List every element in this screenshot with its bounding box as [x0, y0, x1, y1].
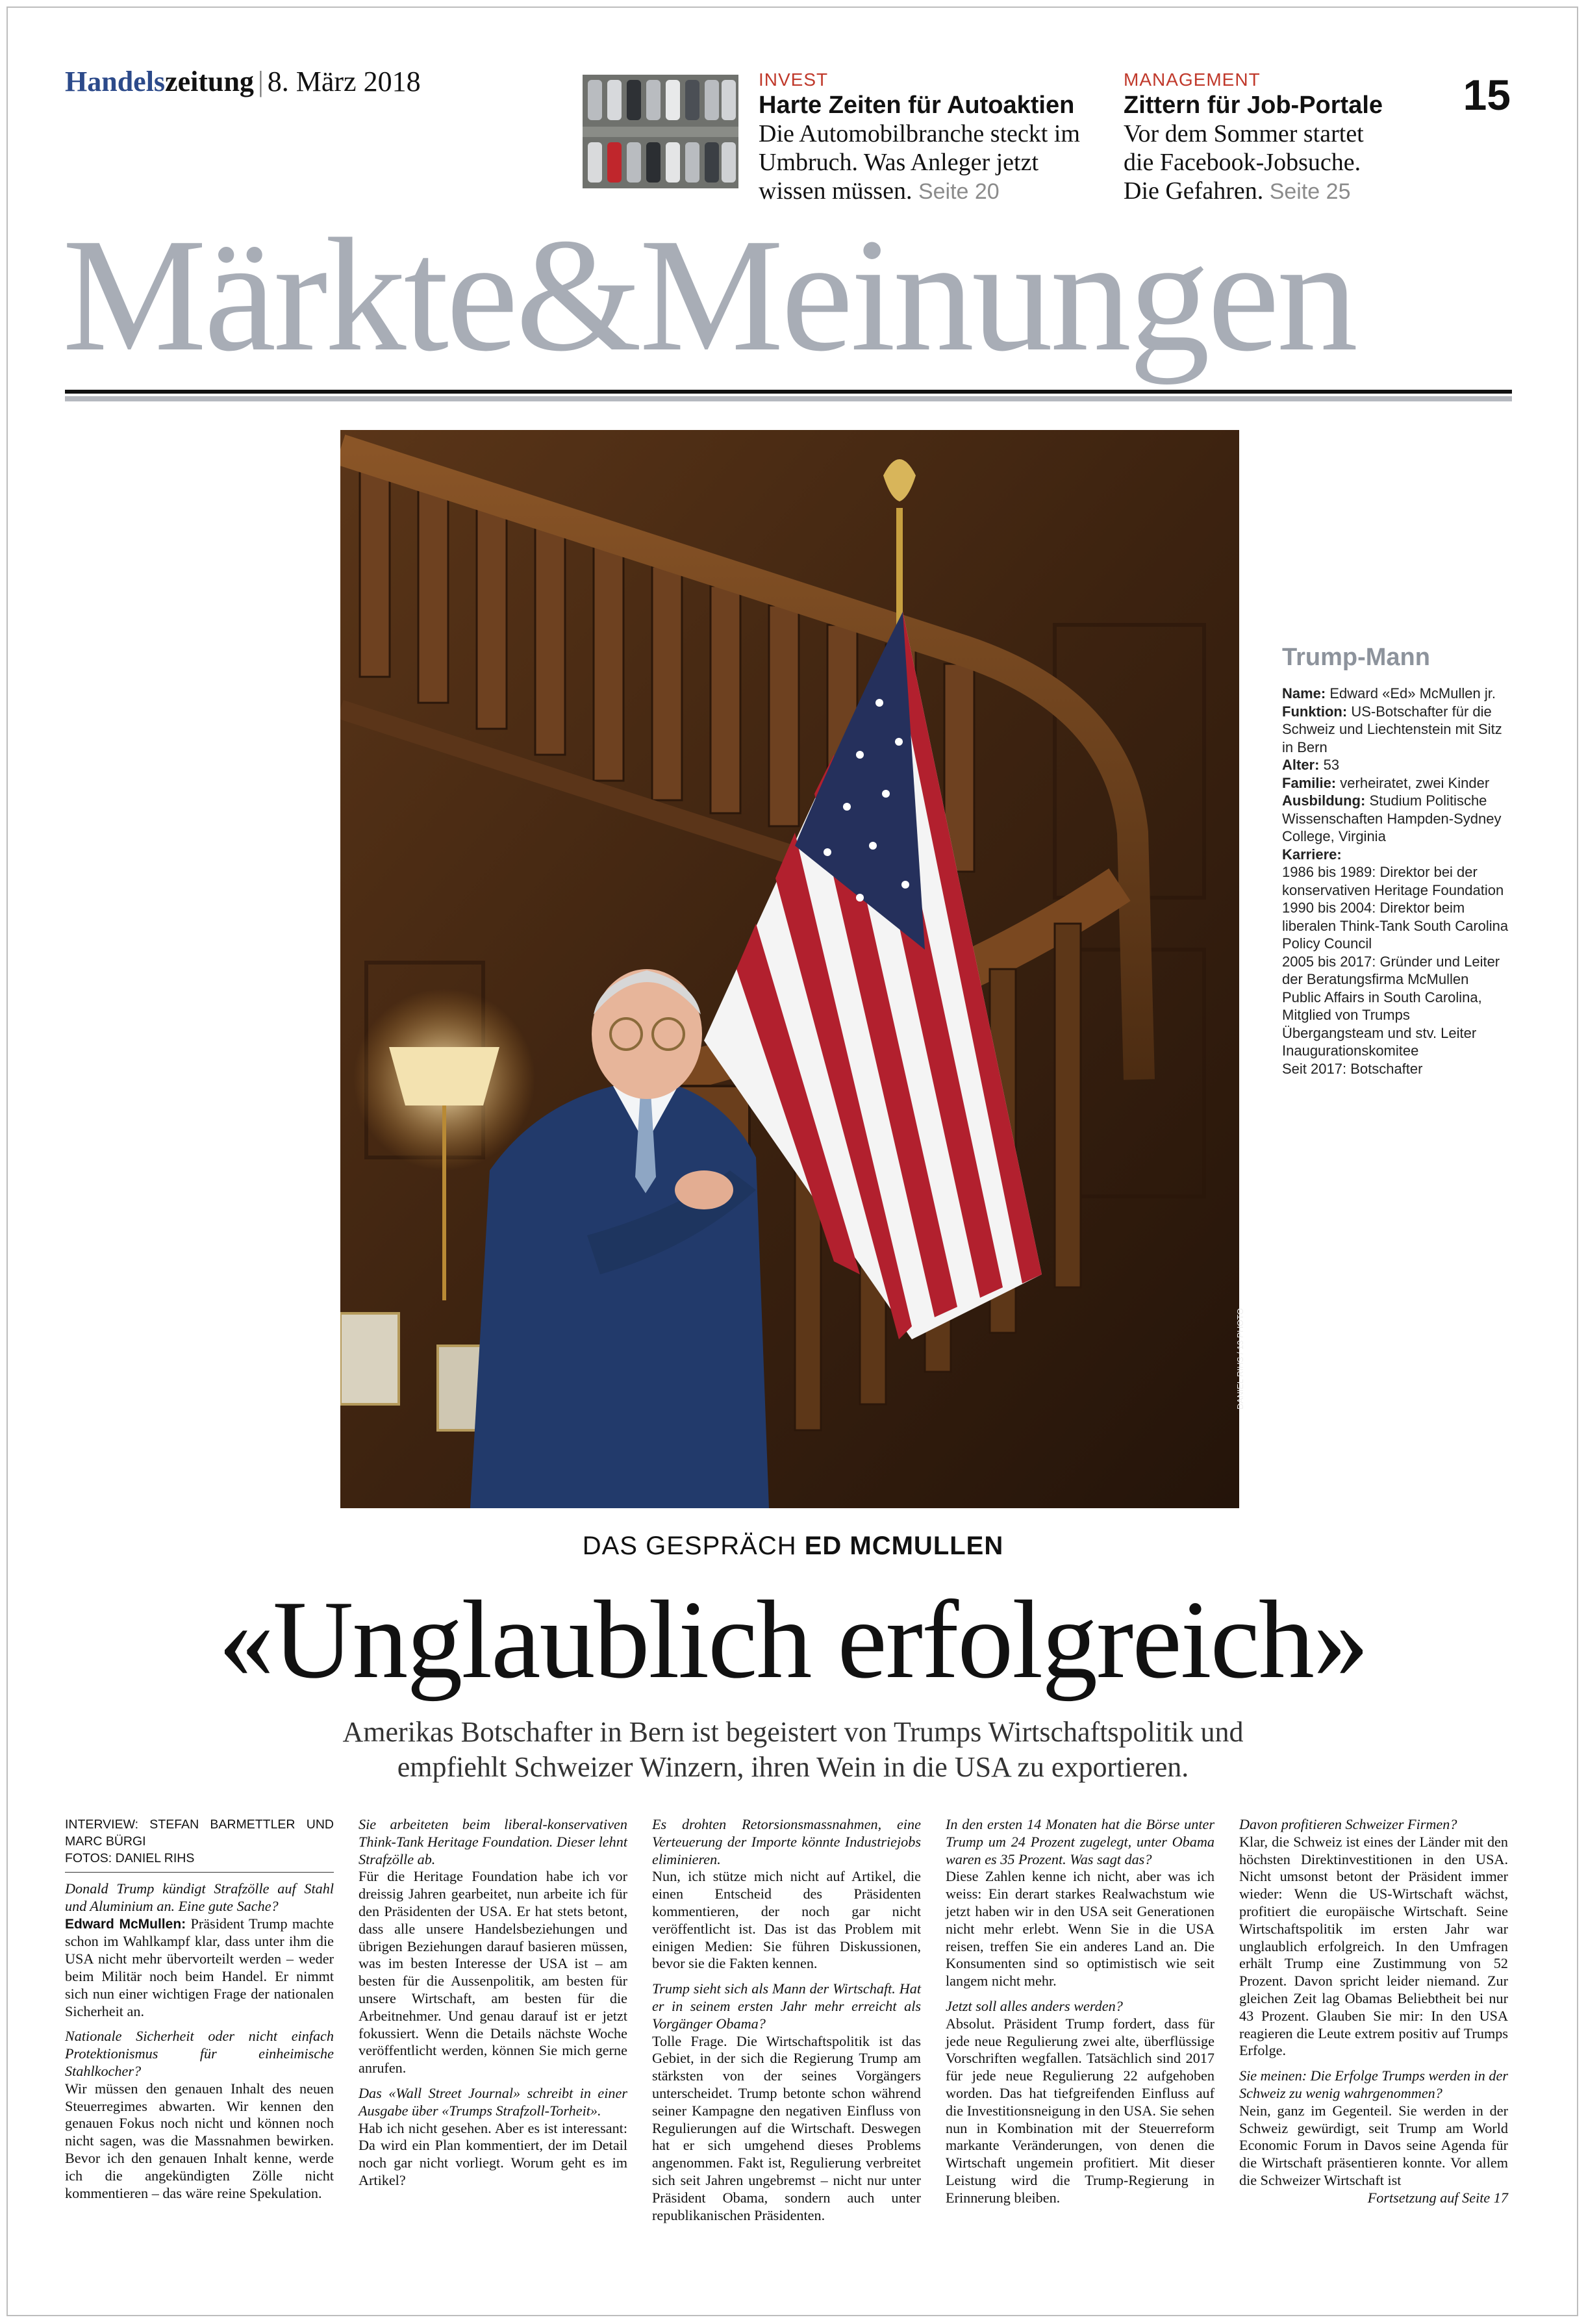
section-rule-grey [65, 396, 1512, 401]
teaser-thumbnail-cars[interactable] [583, 75, 738, 188]
article-column-2 [359, 1816, 627, 2190]
teaser-kicker: INVEST [759, 69, 829, 90]
interview-answer: Absolut. Präsident Trump fordert, dass für jede neue Regulierung zwei alte, überflüssige Vorschriften wegfallen. Tatsächlich sind 2017 für jede neue Regulierung 22 aufgehoben worden. Das hat tiefgreifenden Einfluss auf die Investitionsneigung in den USA. Sie sehen nun in Kombination mit der Steuerreform markante Veränderungen, von denen die Wirtschaft ungemein profitiert. Mit dieser Leistung wird die Trump-Regierung in Erinnerung bleiben. [946, 2015, 1215, 2206]
portrait-illustration [340, 430, 1239, 1508]
factbox-row-education [1282, 792, 1509, 846]
interview-answer [65, 1915, 334, 2021]
interview-answer: Tolle Frage. Die Wirtschaftspolitik ist das Gebiet, in der sich die Regierung Trump am stärksten von der seines Vorgängers unterscheidet. Trump betonte schon während seiner Kampagne den negativen Einfluss von Regulierungen auf die Wirtschaft. Deswegen hat er sich umgehend dieses Problems angenommen. Fakt ist, Regulierung verbreitet sich seit Jahren ungebremst – nicht nur unter Präsident Obama, sondern auch unter republikanischen Präsidenten. [652, 2032, 921, 2223]
section-rule [65, 390, 1512, 394]
interview-question: Es drohten Retorsionsmassnahmen, eine Verteuerung der Importe könnte Industriejobs eliminieren. [652, 1816, 921, 1867]
interview-question: Davon profitieren Schweizer Firmen? [1239, 1816, 1457, 1832]
byline [65, 1816, 334, 1873]
interview-question: Sie meinen: Die Erfolge Trumps werden in der Schweiz zu wenig wahrgenommen? [1239, 2067, 1508, 2101]
interview-answer: Diese Zahlen kenne ich nicht, aber was ich weiss: Ein derart starkes Realwachstum wie jetzt haben wir in den USA seit Generationen nicht mehr erlebt. Wenn Sie in die USA reisen, treffen Sie ein anderes Land an. Die Konsumenten sind so optimistisch wie seit langem nicht mehr. [946, 1868, 1215, 1989]
factbox-value: verheiratet, zwei Kinder [1340, 774, 1490, 791]
continuation-link[interactable]: Fortsetzung auf Seite 17 [1367, 2189, 1508, 2206]
deck-line: empfiehlt Schweizer Winzern, ihren Wein in die USA zu exportieren. [397, 1751, 1189, 1783]
factbox-value: Studium Politische Wissenschaften Hampden-Sydney College, Virginia [1282, 792, 1502, 844]
teaser-headline[interactable]: Harte Zeiten für Autoaktien [759, 92, 1075, 119]
interview-answer: Nein, ganz im Gegenteil. Sie werden in der Schweiz gewürdigt, seit Trump am World Economic Forum in Davos seine Agenda für die Wirtschaft präsentieren konnte. Vor allem die Schweizer Wirtschaft ist [1239, 2102, 1508, 2188]
factbox-value: Edward «Ed» McMullen jr. [1329, 685, 1496, 701]
kicker-label: DAS GESPRÄCH [582, 1532, 797, 1560]
factbox-label: Alter: [1282, 757, 1320, 773]
interview-answer: Klar, die Schweiz ist eines der Länder mit den höchsten Direktinvestitionen in den USA. Nicht umsonst betont der Präsident immer wieder: Wenn die US-Wirtschaft wächst, profitiert die europäische Wirtschaft. Seine Wirtschaftspolitik im ersten Jahr war unglaublich erfolgreich. In den Umfragen erhält Trump eine Zustimmung von 52 Prozent. Davon spricht leider niemand. Zur gleichen Zeit lag Obamas Beliebtheit bei nur 43 Prozent. Glauben Sie mir: In den USA reagieren die Leute extrem positiv auf Trumps Erfolge. [1239, 1833, 1508, 2059]
career-entry: 2005 bis 2017: Gründer und Leiter der Beratungsfirma McMullen Public Affairs in South Carolina, Mitglied von Trumps Übergangsteam und stv. Leiter Inaugurationskomitee [1282, 953, 1500, 1059]
interview-answer: Nun, ich stütze mich nicht auf Artikel, die einen Entscheid des Präsidenten kommentieren, der noch gar nicht veröffentlicht ist. Das ist das Problem mit einigen Medien: Sie führen Diskussionen, bevor sie die Fakten kennen. [652, 1868, 921, 1972]
deck-line: Amerikas Botschafter in Bern ist begeistert von Trumps Wirtschaftspolitik und [342, 1716, 1244, 1748]
photo-credit: DANIEL RIHS / 13 PHOTO [1235, 1307, 1245, 1409]
career-entry: 1986 bis 1989: Direktor bei der konservativen Heritage Foundation [1282, 864, 1504, 898]
factbox-trump-mann [1282, 643, 1509, 1078]
teaser-kicker: MANAGEMENT [1124, 69, 1261, 90]
factbox-row-function [1282, 703, 1509, 757]
interview-question: Sie arbeiteten beim liberal-konservativen Think-Tank Heritage Foundation. Dieser lehnt Strafzölle ab. [359, 1816, 627, 1867]
factbox-row-name [1282, 685, 1509, 703]
article-column-5 [1239, 1816, 1508, 2207]
ambassador-portrait-photo [340, 430, 1239, 1508]
factbox-value: US-Botschafter für die Schweiz und Liechtenstein mit Sitz in Bern [1282, 703, 1502, 755]
masthead [65, 65, 421, 98]
kicker-person: ED MCMULLEN [804, 1532, 1004, 1560]
teaser-text: Die Automobilbranche steckt im Umbruch. Was Anleger jetzt wissen müssen. [759, 120, 1080, 205]
interview-answer: Hab ich nicht gesehen. Aber es ist interessant: Da wird ein Plan kommentiert, der im Detail noch gar nicht vorliegt. Worum geht es im Artikel? [359, 2119, 627, 2188]
interview-answer: Wir müssen den genauen Inhalt des neuen Steuerregimes abwarten. Wir kennen den genauen Fokus noch nicht und können noch nicht sagen, was die Massnahmen bewirken. Bevor ich den genauen Inhalt kenne, werde ich die angekündigten Zölle nicht kommentieren – das wäre reine Spekulation. [65, 2080, 334, 2201]
teaser-page-ref[interactable]: Seite 25 [1269, 179, 1351, 204]
teaser-management[interactable] [1124, 69, 1383, 206]
interview-answer: Für die Heritage Foundation habe ich vor dreissig Jahren gearbeitet, nun arbeite ich für den Präsidenten der USA. Er hat stets betont, dass alle unsere Handelsbeziehungen und übrigen Beziehungen darauf basieren müssen, was im besten Interesse der USA ist – am besten für die Aussenpolitik, am besten für unsere Wirtschaft, am besten für die Arbeitnehmer. Und genau darauf ist er jetzt fokussiert. Wenn die Details nächste Woche veröffentlicht werden, können Sie mich gerne anrufen. [359, 1868, 627, 2077]
article-deck [0, 1715, 1586, 1785]
career-entry: 1990 bis 2004: Direktor beim liberalen Think-Tank South Carolina Policy Council [1282, 900, 1509, 952]
article-headline: «Unglaublich erfolgreich» [218, 1578, 1368, 1702]
answer-text: Präsident Trump machte schon im Wahlkampf klar, dass unter ihm die USA nicht mehr übervorteilt werden – weder beim Militär noch beim Handel. Er nimmt sich nun einer wichtigen Frage der nationalen Sicherheit an. [65, 1915, 334, 2019]
interview-question: Donald Trump kündigt Strafzölle auf Stahl und Aluminium an. Eine gute Sache? [65, 1880, 334, 1914]
factbox-row-family [1282, 774, 1509, 792]
factbox-row-career [1282, 846, 1509, 864]
article-kicker [0, 1532, 1586, 1561]
article-column-1 [65, 1816, 334, 2202]
factbox-row-age [1282, 756, 1509, 774]
factbox-label: Karriere: [1282, 846, 1342, 863]
page-number: 15 [1463, 71, 1511, 119]
factbox-value: 53 [1323, 757, 1340, 773]
article-column-3 [652, 1816, 921, 2224]
byline-authors: INTERVIEW: STEFAN BARMETTLER UND MARC BÜRGI [65, 1817, 334, 1849]
byline-photos: FOTOS: DANIEL RIHS [65, 1851, 195, 1865]
interview-question: Das «Wall Street Journal» schreibt in einer Ausgabe über «Trumps Strafzoll-Torheit». [359, 2084, 627, 2119]
factbox-label: Familie: [1282, 774, 1337, 791]
masthead-separator: | [257, 66, 264, 97]
interview-question: Jetzt soll alles anders werden? [946, 1997, 1123, 2014]
brand-name-part-1: Handels [65, 66, 166, 97]
issue-date: 8. März 2018 [267, 66, 421, 97]
teaser-invest[interactable] [759, 69, 1096, 206]
factbox-title: Trump-Mann [1282, 644, 1430, 671]
article-column-4 [946, 1816, 1215, 2207]
factbox-label: Ausbildung: [1282, 792, 1366, 809]
teaser-text: Vor dem Sommer startet die Facebook-Jobsuche. Die Gefahren. [1124, 120, 1364, 205]
interview-question: Nationale Sicherheit oder nicht einfach Protektionismus für einheimische Stahlkocher? [65, 2028, 334, 2079]
interview-question: In den ersten 14 Monaten hat die Börse unter Trump um 24 Prozent zugelegt, unter Obama waren es 35 Prozent. Was sagt das? [946, 1816, 1215, 1867]
speaker-name: Edward McMullen: [65, 1916, 186, 1932]
interview-question: Trump sieht sich als Mann der Wirtschaft. Hat er in seinem ersten Jahr mehr erreicht als Vorgänger Obama? [652, 1980, 921, 2032]
parked-cars-illustration [583, 75, 738, 188]
section-title: Märkte&Meinungen [62, 205, 1356, 385]
teaser-headline[interactable]: Zittern für Job-Portale [1124, 92, 1383, 119]
brand-name-part-2: zeitung [165, 66, 254, 97]
factbox-label: Name: [1282, 685, 1326, 701]
career-entry: Seit 2017: Botschafter [1282, 1060, 1423, 1077]
factbox-label: Funktion: [1282, 703, 1348, 720]
teaser-page-ref[interactable]: Seite 20 [918, 179, 1000, 204]
